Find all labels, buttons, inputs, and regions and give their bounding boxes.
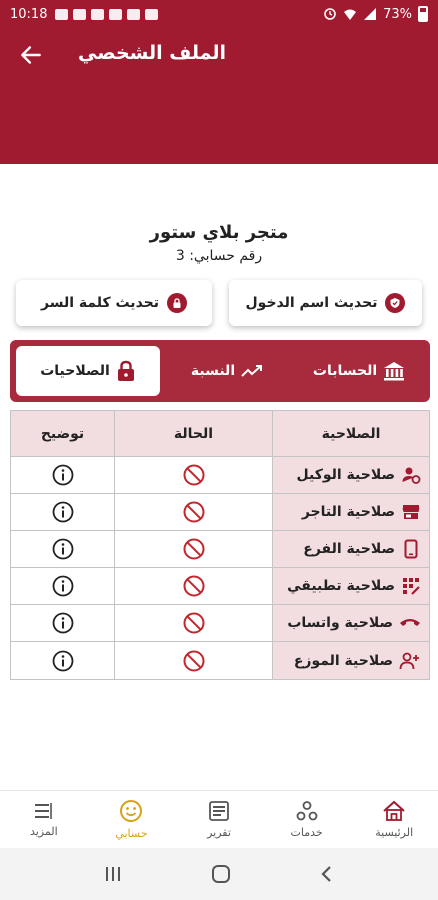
permission-label: صلاحية التاجر (301, 504, 395, 520)
app-bar (0, 28, 438, 164)
table-row (11, 642, 429, 679)
update-username-label: تحديث اسم الدخول (245, 295, 378, 311)
system-nav-bar (0, 848, 438, 900)
lock-icon (116, 360, 136, 382)
table-row (11, 494, 429, 531)
nav-report[interactable] (175, 791, 263, 848)
header-permission: الصلاحية (321, 425, 381, 442)
blocked-icon (183, 538, 205, 560)
tab-permissions[interactable] (16, 346, 160, 396)
tab-ratio[interactable] (162, 346, 292, 396)
table-row (11, 457, 429, 494)
table-row (11, 531, 429, 568)
wifi-icon (343, 7, 357, 21)
status-time: 10:18 (10, 6, 48, 22)
info-icon[interactable] (52, 650, 74, 672)
signal-icon (363, 7, 377, 21)
status-bar (0, 0, 438, 28)
bottom-nav (0, 790, 438, 848)
table-header (11, 411, 429, 457)
blocked-icon (183, 650, 205, 672)
table-row (11, 605, 429, 642)
permission-label: صلاحية الفرع (303, 541, 395, 557)
back-nav-icon[interactable] (319, 864, 335, 884)
shield-icon (385, 293, 405, 313)
battery-icon (418, 6, 428, 22)
tab-accounts[interactable] (294, 346, 424, 396)
permission-label: صلاحية الوكيل (296, 467, 395, 483)
info-icon[interactable] (52, 464, 74, 486)
profile-tabs (10, 340, 430, 402)
info-icon[interactable] (52, 612, 74, 634)
bank-icon (383, 361, 405, 381)
phone-icon (401, 539, 421, 559)
store-icon (401, 502, 421, 522)
tab-ratio-label: النسبة (190, 363, 236, 379)
nav-my-account-label: حسابي (115, 827, 148, 840)
permission-label: صلاحية الموزع (293, 652, 393, 669)
call-icon (399, 613, 421, 633)
back-arrow-icon[interactable] (18, 42, 44, 68)
lock-icon (167, 293, 187, 313)
info-icon[interactable] (52, 538, 74, 560)
blocked-icon (183, 575, 205, 597)
recent-apps-icon[interactable] (103, 865, 123, 883)
blocked-icon (183, 501, 205, 523)
blocked-icon (183, 612, 205, 634)
header-status: الحالة (115, 411, 273, 456)
permission-label: صلاحية تطبيقي (287, 578, 395, 594)
update-password-button[interactable] (16, 280, 212, 326)
tab-permissions-label: الصلاحيات (40, 363, 110, 379)
tab-accounts-label: الحسابات (312, 363, 378, 379)
info-icon[interactable] (52, 575, 74, 597)
account-number: رقم حسابي: 3 (175, 248, 263, 264)
store-name: متجر بلاي ستور (149, 222, 289, 243)
nav-report-label: تقرير (207, 826, 231, 839)
notification-icons (55, 9, 158, 20)
nav-my-account[interactable] (88, 791, 176, 848)
nav-home-label: الرئيسية (375, 826, 414, 839)
battery-percent: 73% (383, 6, 412, 22)
nav-home[interactable] (350, 791, 438, 848)
nav-services-label: خدمات (290, 826, 323, 839)
table-row (11, 568, 429, 605)
apps-icon (401, 576, 421, 596)
nav-more[interactable] (0, 791, 88, 848)
distributor-icon (399, 651, 421, 671)
trending-icon (241, 363, 263, 379)
more-icon (33, 801, 55, 821)
services-icon (296, 800, 318, 822)
alarm-icon (323, 7, 337, 21)
permissions-table (10, 410, 430, 680)
report-icon (208, 800, 230, 822)
nav-services[interactable] (263, 791, 351, 848)
page-title: الملف الشخصي (78, 42, 227, 64)
update-username-button[interactable] (229, 280, 422, 326)
agent-icon (401, 465, 421, 485)
permission-label: صلاحية واتساب (287, 615, 393, 631)
update-password-label: تحديث كلمة السر (41, 295, 160, 311)
blocked-icon (183, 464, 205, 486)
smiley-icon (119, 799, 143, 823)
home-icon (382, 800, 406, 822)
header-explanation: توضيح (11, 411, 115, 456)
home-button-icon[interactable] (210, 863, 232, 885)
nav-more-label: المزيد (29, 825, 58, 838)
info-icon[interactable] (52, 501, 74, 523)
